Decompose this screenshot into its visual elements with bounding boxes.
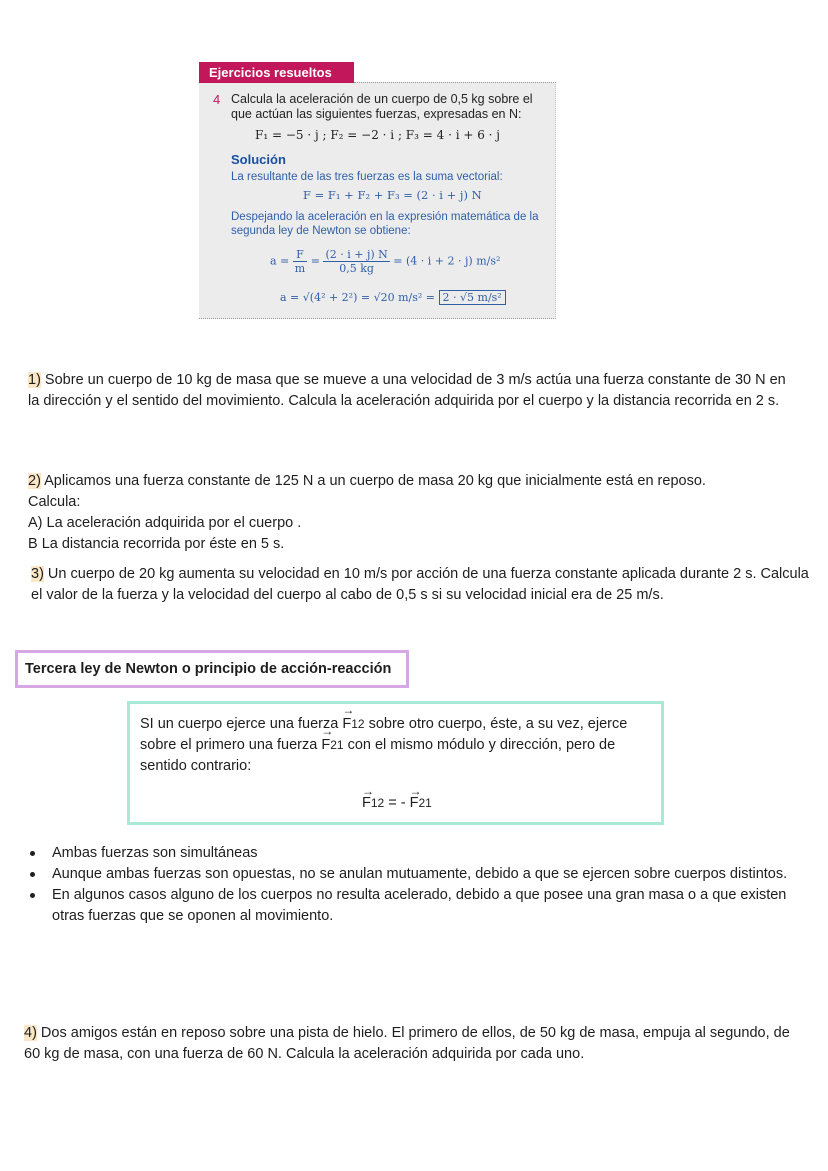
exercise-text: Sobre un cuerpo de 10 kg de masa que se mueve a una velocidad de 3 m/s actúa una fuerza constante de 30 N en la dirección y el sentido del movimiento. Calcula la aceleración adquirida por el cuerpo y la distancia recorrida en 2 s. <box>28 372 786 409</box>
exercise-calc-label: Calcula: <box>28 494 81 510</box>
vector-symbol: F <box>342 716 352 732</box>
example-question: Calcula la aceleración de un cuerpo de 0,5 kg sobre el que actúan las siguientes fuerzas, expresadas en N: <box>231 92 533 121</box>
force-vector-f21 <box>410 795 419 811</box>
exercise-1 <box>28 370 788 412</box>
exercise-text: Aplicamos una fuerza constante de 125 N a un cuerpo de masa 20 kg que inicialmente está en reposo. <box>40 473 706 489</box>
vector-subscript: 12 <box>351 717 365 731</box>
fraction-denominator: 0,5 kg <box>339 262 374 275</box>
exercise-number: 1) <box>28 372 41 388</box>
vector-symbol: F <box>362 795 371 811</box>
solution-newton-text: Despejando la aceleración en la expresión matemática de la segunda ley de Newton se obtiene: <box>231 211 539 237</box>
vector-symbol: F <box>321 737 331 753</box>
accel-rhs: = (4 · i + 2 · j) m/s² <box>393 254 501 268</box>
exercise-2 <box>28 471 808 555</box>
fraction-denominator: m <box>294 262 306 275</box>
list-item: Ambas fuerzas son simultáneas <box>26 843 806 864</box>
exercise-4 <box>24 1023 804 1065</box>
force-over-mass-fraction <box>293 248 307 275</box>
vector-symbol: F <box>409 795 419 811</box>
exercise-number: 3) <box>31 566 44 582</box>
example-forces: F₁ = −5 · j ; F₂ = −2 · i ; F₃ = 4 · i + 6 · j <box>255 128 501 142</box>
bullet-list <box>26 843 806 927</box>
vector-subscript: 21 <box>418 796 432 810</box>
modulus-expression: a = √(4² + 2²) = √20 m/s² = <box>280 291 436 304</box>
divider <box>354 82 556 83</box>
exercise-3 <box>31 564 821 606</box>
modulus-equation <box>280 291 506 304</box>
exercise-number: 4) <box>24 1025 37 1041</box>
list-item: En algunos casos alguno de los cuerpos no resulta acelerado, debido a que posee una gran masa o a que existen otras fuerzas que se oponen al movimiento. <box>26 885 806 927</box>
accel-lhs: a = <box>270 254 290 268</box>
third-law-equation <box>362 795 432 811</box>
equation-operator: = - <box>384 795 410 811</box>
worked-example-header: Ejercicios resueltos <box>199 62 354 83</box>
vector-subscript: 12 <box>370 796 385 810</box>
exercise-part-a: A) La aceleración adquirida por el cuerpo . <box>28 515 302 531</box>
law-text-part: con el mismo módulo y dirección, pero de sentido contrario: <box>140 737 616 774</box>
law-text-part: SI un cuerpo ejerce una fuerza <box>140 716 343 732</box>
fraction-numerator: F <box>293 248 307 262</box>
example-number: 4 <box>213 92 221 107</box>
solution-title: Solución <box>231 152 286 167</box>
third-law-text <box>140 714 655 777</box>
exercise-text: Un cuerpo de 20 kg aumenta su velocidad en 10 m/s por acción de una fuerza constante aplicada durante 2 s. Calcula el valor de la fuerza y la velocidad del cuerpo al cabo de 0,5 s si su velocidad inicial era de 25 m/s. <box>31 566 809 603</box>
solution-sum-equation: F = F₁ + F₂ + F₃ = (2 · i + j) N <box>303 188 482 202</box>
force-vector-f12 <box>342 714 351 735</box>
exercise-part-b: B La distancia recorrida por éste en 5 s. <box>28 536 285 552</box>
force-vector-f21 <box>321 735 330 756</box>
fraction-numerator: (2 · i + j) N <box>325 248 388 261</box>
force-vector-f12 <box>362 795 371 811</box>
exercise-number: 2) <box>28 473 41 489</box>
list-item: Aunque ambas fuerzas son opuestas, no se anulan mutuamente, debido a que se ejercen sobre cuerpos distintos. <box>26 864 806 885</box>
acceleration-equation: a = $\frac{F}{m}$ = $\frac{(2 \cdot i + j) N}{0,5 kg}$ = (4 · i + 2 · j) m/s² <box>270 248 501 275</box>
law-text-part: sobre otro cuerpo, éste, a su vez, ejerce sobre el primero una fuerza <box>140 716 628 753</box>
solution-sum-text: La resultante de las tres fuerzas es la suma vectorial: <box>231 171 503 183</box>
accel-fraction <box>323 248 389 275</box>
vector-subscript: 21 <box>330 738 344 752</box>
modulus-result: 2 · √5 m/s² <box>439 290 506 305</box>
section-title: Tercera ley de Newton o principio de acción-reacción <box>15 650 409 688</box>
exercise-text: Dos amigos están en reposo sobre una pista de hielo. El primero de ellos, de 50 kg de masa, empuja al segundo, de 60 kg de masa, con una fuerza de 60 N. Calcula la aceleración adquirida por cada uno. <box>24 1025 790 1062</box>
